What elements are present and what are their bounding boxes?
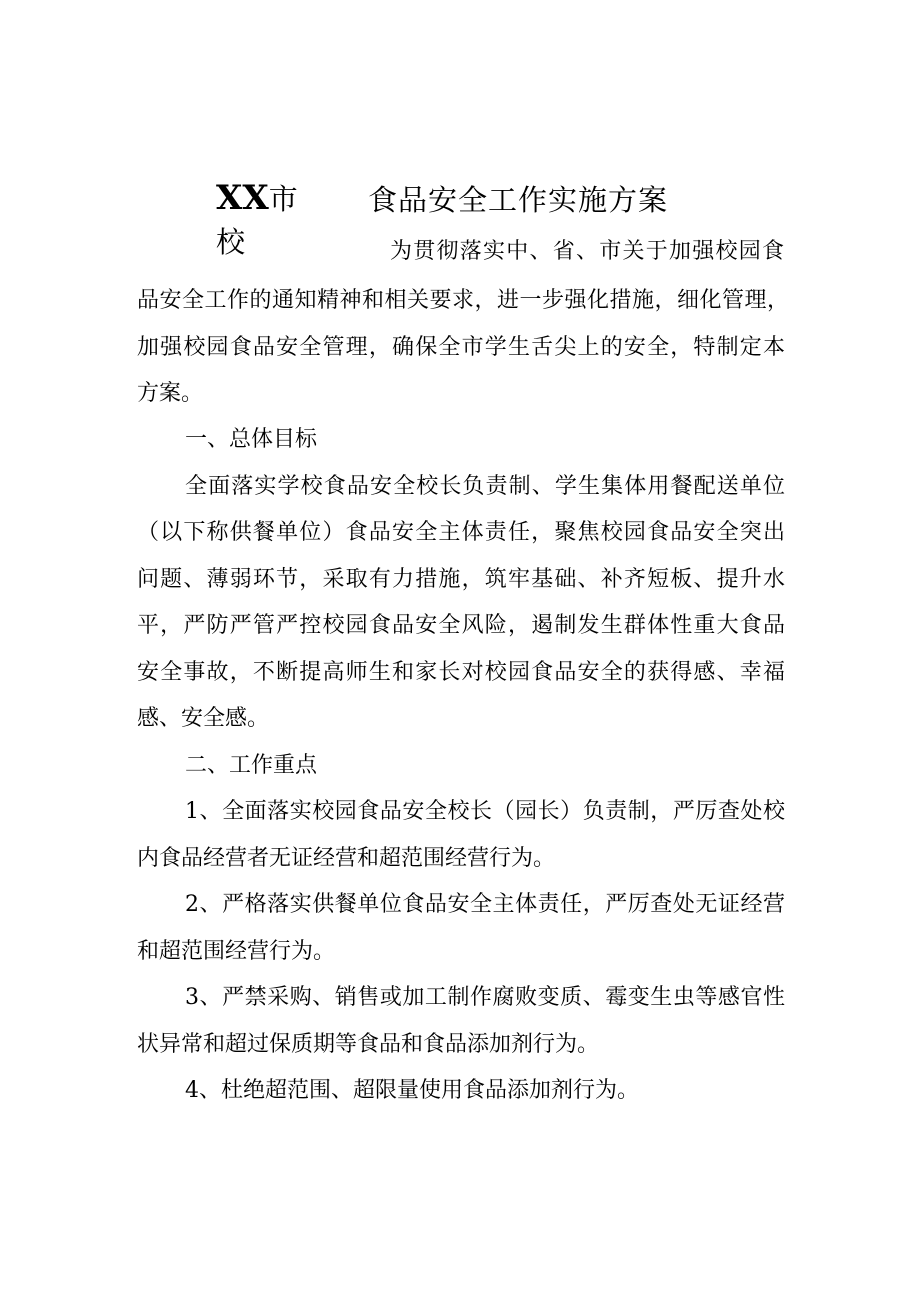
item2-line-1: 2、严格落实供餐单位食品安全主体责任，严厉查处无证经营 <box>185 892 785 917</box>
section1-line-3: 问题、薄弱环节，采取有力措施，筑牢基础、补齐短板、提升水 <box>137 567 785 592</box>
item3-line-2: 状异常和超过保质期等食品和食品添加剂行为。 <box>137 1032 600 1057</box>
title-school: 校 <box>216 225 246 259</box>
intro-line-1: 为贯彻落实中、省、市关于加强校园食 <box>390 239 784 264</box>
item2-line-2: 和超范围经营行为。 <box>137 939 336 964</box>
item3-line-1: 3、严禁采购、销售或加工制作腐败变质、霉变生虫等感官性 <box>185 985 785 1010</box>
item1-line-2: 内食品经营者无证经营和超范围经营行为。 <box>137 846 556 871</box>
section1-line-4: 平，严防严管严控校园食品安全风险，遏制发生群体性重大食品 <box>137 613 785 638</box>
intro-line-3: 加强校园食品安全管理，确保全市学生舌尖上的安全，特制定本 <box>137 335 785 360</box>
title-main: 食品安全工作实施方案 <box>368 183 669 217</box>
section1-line-6: 感、安全感。 <box>137 706 270 731</box>
title-xx: XX <box>216 178 269 218</box>
section1-line-2: （以下称供餐单位）食品安全主体责任，聚焦校园食品安全突出 <box>137 520 785 545</box>
section1-heading: 一、总体目标 <box>185 427 318 452</box>
title-city: 市 <box>268 182 298 216</box>
intro-line-2: 品安全工作的通知精神和相关要求，进一步强化措施，细化管理， <box>137 288 789 313</box>
section2-heading: 二、工作重点 <box>185 753 318 778</box>
section1-line-1: 全面落实学校食品安全校长负责制、学生集体用餐配送单位 <box>185 474 785 499</box>
section1-line-5: 安全事故，不断提高师生和家长对校园食品安全的获得感、幸福 <box>137 660 785 685</box>
intro-line-4: 方案。 <box>137 381 204 406</box>
item1-line-1: 1、全面落实校园食品安全校长（园长）负责制，严厉查处校 <box>185 799 785 824</box>
item4-line-1: 4、杜绝超范围、超限量使用食品添加剂行为。 <box>185 1078 639 1103</box>
